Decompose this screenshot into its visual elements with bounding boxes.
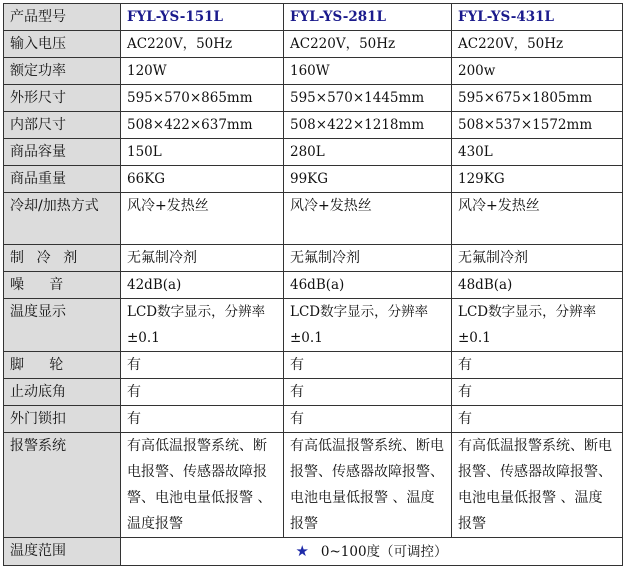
cell-value: 430L: [452, 139, 623, 166]
footer-label: 温度范围: [4, 538, 121, 566]
temperature-range-value: 0~100度（可调控）: [320, 544, 448, 560]
cell-value: 150L: [121, 139, 284, 166]
table-row: [4, 406, 623, 433]
cell-value: 66KG: [121, 166, 284, 193]
spec-table: [3, 3, 623, 566]
cell-value: [121, 299, 284, 352]
cell-text: 有高低温报警系统、断电报警、传感器故障报警、电池电量低报警 、温度报警: [290, 438, 444, 532]
row-label: 止动底角: [4, 379, 121, 406]
row-label: 内部尺寸: [4, 112, 121, 139]
cell-value: 200w: [452, 58, 623, 85]
header-label: 产品型号: [4, 4, 121, 31]
cell-value: 有: [284, 406, 452, 433]
cell-value: AC220V，50Hz: [121, 31, 284, 58]
cell-value: 无氟制冷剂: [284, 245, 452, 272]
cell-value: 595×570×865mm: [121, 85, 284, 112]
cell-value: 46dB(a): [284, 272, 452, 299]
footer-row: [4, 538, 623, 566]
cell-text: LCD数字显示，分辨率±0.1: [458, 304, 597, 346]
row-label: 外形尺寸: [4, 85, 121, 112]
row-label: 报警系统: [4, 433, 121, 538]
table-row: [4, 433, 623, 538]
cell-value: 595×570×1445mm: [284, 85, 452, 112]
table-row: [4, 85, 623, 112]
cell-value: 无氟制冷剂: [452, 245, 623, 272]
star-icon: ★: [295, 542, 309, 560]
cell-value: 风冷+发热丝: [284, 193, 452, 245]
cell-value: 595×675×1805mm: [452, 85, 623, 112]
cell-value: 风冷+发热丝: [452, 193, 623, 245]
table-row: [4, 299, 623, 352]
row-label: 额定功率: [4, 58, 121, 85]
cell-value: 有: [121, 379, 284, 406]
table-row: [4, 58, 623, 85]
cell-value: 280L: [284, 139, 452, 166]
cell-value: 有: [452, 352, 623, 379]
header-row: [4, 4, 623, 31]
table-row: [4, 352, 623, 379]
row-label: [4, 245, 121, 272]
cell-value: [121, 433, 284, 538]
cell-value: 99KG: [284, 166, 452, 193]
table-row: [4, 272, 623, 299]
row-label: [4, 193, 121, 245]
table-row: [4, 193, 623, 245]
cell-value: 42dB(a): [121, 272, 284, 299]
cell-value: 有: [121, 406, 284, 433]
table-row: [4, 245, 623, 272]
table-row: [4, 379, 623, 406]
cell-value: 160W: [284, 58, 452, 85]
cell-value: AC220V，50Hz: [284, 31, 452, 58]
table-row: [4, 139, 623, 166]
row-label: 商品重量: [4, 166, 121, 193]
temperature-range-cell: [121, 538, 623, 566]
cell-text: LCD数字显示，分辨率±0.1: [127, 304, 266, 346]
table-row: [4, 31, 623, 58]
cell-value: 有: [121, 352, 284, 379]
model-name: FYL-YS-151L: [121, 4, 284, 31]
cell-value: 风冷+发热丝: [121, 193, 284, 245]
cell-value: [284, 299, 452, 352]
row-label-text: 制冷剂: [10, 250, 90, 266]
cell-value: 129KG: [452, 166, 623, 193]
row-label-text: 冷却/加热方式: [10, 198, 99, 214]
cell-value: 无氟制冷剂: [121, 245, 284, 272]
row-label: [4, 272, 121, 299]
row-label: [4, 352, 121, 379]
table-row: [4, 112, 623, 139]
row-label: 外门锁扣: [4, 406, 121, 433]
cell-value: 508×422×1218mm: [284, 112, 452, 139]
table-row: [4, 166, 623, 193]
cell-value: 508×422×637mm: [121, 112, 284, 139]
model-name: FYL-YS-431L: [452, 4, 623, 31]
cell-value: [284, 433, 452, 538]
model-name: FYL-YS-281L: [284, 4, 452, 31]
cell-value: AC220V，50Hz: [452, 31, 623, 58]
row-label-text: 噪音: [10, 277, 89, 293]
row-label: 商品容量: [4, 139, 121, 166]
cell-value: 120W: [121, 58, 284, 85]
cell-value: [452, 433, 623, 538]
cell-value: [452, 299, 623, 352]
cell-value: 有: [452, 406, 623, 433]
cell-value: 有: [284, 379, 452, 406]
cell-value: 508×537×1572mm: [452, 112, 623, 139]
cell-text: 有高低温报警系统、断电报警、传感器故障报警、电池电量低报警 、温度报警: [127, 438, 272, 532]
row-label: 输入电压: [4, 31, 121, 58]
cell-value: 48dB(a): [452, 272, 623, 299]
cell-value: 有: [452, 379, 623, 406]
row-label-text: 脚轮: [10, 357, 89, 373]
cell-value: 有: [284, 352, 452, 379]
row-label: 温度显示: [4, 299, 121, 352]
cell-text: LCD数字显示，分辨率±0.1: [290, 304, 429, 346]
cell-text: 有高低温报警系统、断电报警、传感器故障报警、电池电量低报警 、温度报警: [458, 438, 612, 532]
